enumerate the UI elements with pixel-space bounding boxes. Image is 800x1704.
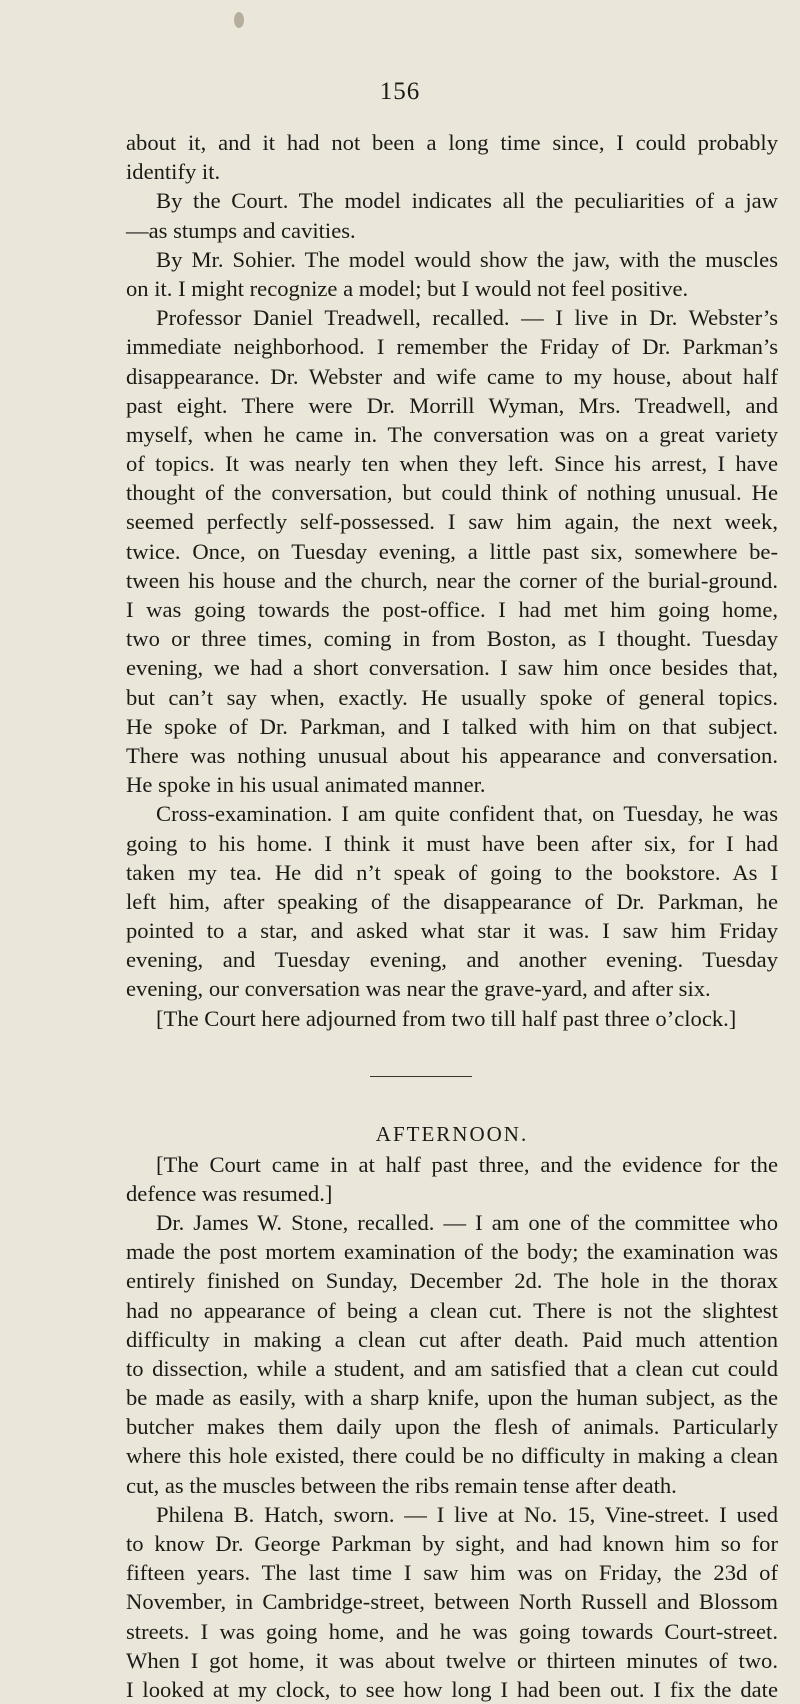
text-line: butcher makes them daily upon the flesh of animals. Particularly [126, 1414, 778, 1440]
body-text [126, 128, 778, 1704]
text-line: where this hole existed, there could be no difficulty in making a clean [126, 1443, 778, 1469]
text-line: but can’t say when, exactly. He usually spoke of general topics. [126, 684, 778, 710]
text-line: identify it. [126, 159, 221, 185]
text-line: about it, and it had not been a long time since, I could probably [126, 130, 778, 155]
text-line: immediate neighborhood. I remember the Friday of Dr. Parkman’s [126, 334, 778, 360]
text-line: entirely finished on Sunday, December 2d. The hole in the thorax [126, 1268, 778, 1294]
text-line: evening, we had a short conversation. I saw him once besides that, [126, 655, 778, 681]
text-line [126, 1033, 778, 1062]
text-line: Professor Daniel Treadwell, recalled. — I live in Dr. Webster’s [156, 305, 778, 331]
text-line: seemed perfectly self-possessed. I saw him again, the next week, [126, 509, 778, 535]
text-line: [The Court here adjourned from two till half past three o’clock.] [156, 1005, 737, 1031]
text-line: I was going towards the post-office. I had met him going home, [126, 597, 778, 622]
section-divider [126, 1062, 778, 1091]
text-line: twice. Once, on Tuesday evening, a little past six, somewhere be- [126, 538, 778, 564]
text-line: of topics. It was nearly ten when they left. Since his arrest, I have [126, 451, 778, 477]
text-line: pointed to a star, and asked what star it was. I saw him Friday [126, 918, 778, 944]
text-line: evening, our conversation was near the grave-yard, and after six. [126, 976, 711, 1002]
text-line: He spoke in his usual animated manner. [126, 772, 486, 798]
page-number: 156 [379, 78, 421, 105]
text-line: November, in Cambridge-street, between North Russell and Blossom [126, 1589, 778, 1615]
text-line: difficulty in making a clean cut after death. Paid much attention [126, 1326, 778, 1352]
text-line: Philena B. Hatch, sworn. — I live at No. 15, Vine-street. I used [156, 1501, 778, 1527]
text-line: on it. I might recognize a model; but I would not feel positive. [126, 275, 689, 301]
section-heading: AFTERNOON. [375, 1122, 529, 1147]
text-line: to know Dr. George Parkman by sight, and had known him so for [126, 1531, 778, 1556]
text-line: tween his house and the church, near the corner of the burial-ground. [126, 567, 778, 593]
text-line: I looked at my clock, to see how long I had been out. I fix the date [126, 1676, 778, 1702]
text-line: taken my tea. He did n’t speak of going to the bookstore. As I [126, 859, 778, 885]
text-line: By Mr. Sohier. The model would show the jaw, with the muscles [156, 246, 778, 272]
text-line: streets. I was going home, and he was going towards Court-street. [126, 1618, 778, 1644]
text-line: disappearance. Dr. Webster and wife came to my house, about half [126, 363, 778, 389]
ink-blot [234, 12, 244, 28]
text-line: myself, when he came in. The conversation was on a great variety [126, 421, 778, 447]
text-line: [The Court came in at half past three, and the evidence for the [156, 1151, 778, 1177]
text-line: Dr. James W. Stone, recalled. — I am one of the committee who [156, 1209, 778, 1235]
text-line: be made as easily, with a sharp knife, upon the human subject, as the [126, 1385, 778, 1411]
text-line: defence was resumed.] [126, 1180, 333, 1206]
divider-rule [370, 1076, 472, 1077]
text-line: —as stumps and cavities. [126, 217, 356, 243]
text-line: had no appearance of being a clean cut. There is not the slightest [126, 1297, 778, 1323]
text-line: past eight. There were Dr. Morrill Wyman, Mrs. Treadwell, and [126, 392, 778, 418]
text-line: left him, after speaking of the disappearance of Dr. Parkman, he [126, 888, 778, 914]
text-line: cut, as the muscles between the ribs remain tense after death. [126, 1472, 677, 1498]
text-line: evening, and Tuesday evening, and another evening. Tuesday [126, 947, 778, 973]
text-line: Cross-examination. I am quite confident that, on Tuesday, he was [156, 801, 778, 827]
text-line: thought of the conversation, but could think of nothing unusual. He [126, 480, 778, 506]
text-line: two or three times, coming in from Boston, as I thought. Tuesday [126, 626, 778, 652]
text-line [126, 1091, 778, 1120]
text-line: By the Court. The model indicates all the peculiarities of a jaw [156, 188, 778, 214]
text-line: When I got home, it was about twelve or thirteen minutes of two. [126, 1647, 778, 1673]
text-line: There was nothing unusual about his appearance and conversation. [126, 742, 778, 768]
text-line: going to his home. I think it must have been after six, for I had [126, 830, 778, 856]
text-line: to dissection, while a student, and am satisfied that a clean cut could [126, 1355, 778, 1381]
text-line: made the post mortem examination of the body; the examination was [126, 1239, 778, 1265]
text-line: He spoke of Dr. Parkman, and I talked with him on that subject. [126, 713, 778, 739]
text-line: fifteen years. The last time I saw him was on Friday, the 23d of [126, 1560, 778, 1586]
